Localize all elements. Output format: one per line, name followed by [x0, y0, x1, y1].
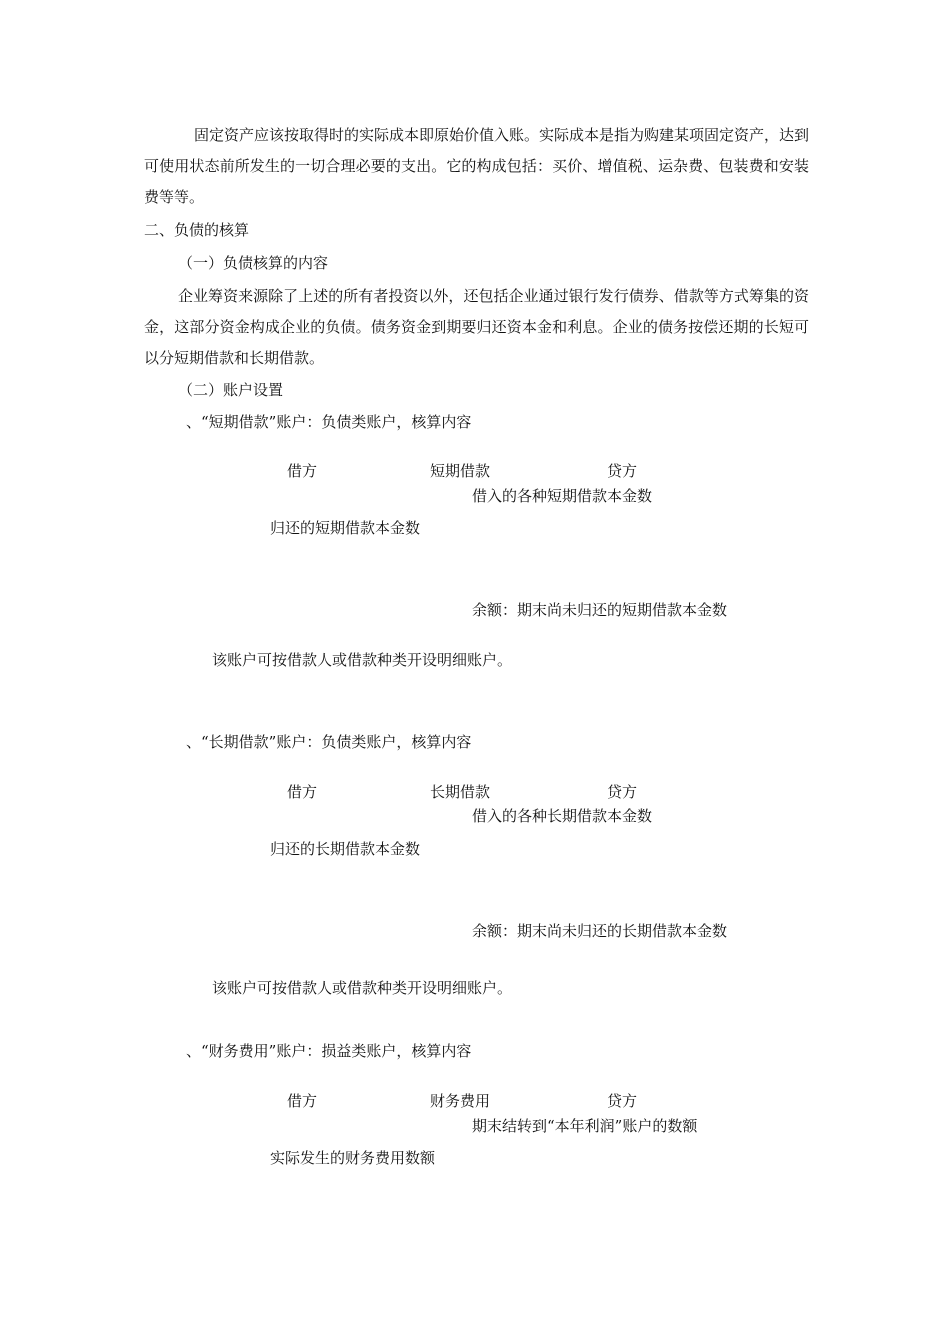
t-account-debit-entry: 实际发生的财务费用数额 [270, 1149, 436, 1167]
t-account-debit-label: 借方 [287, 1092, 318, 1110]
t-account-debit-label: 借方 [287, 462, 318, 480]
t-account-credit-label: 贷方 [607, 1092, 638, 1110]
account-title-financial-expenses: 、“财务费用”账户：损益类账户，核算内容 [186, 1042, 472, 1060]
t-account-debit-entry: 归还的短期借款本金数 [270, 519, 421, 537]
t-account-name: 短期借款 [430, 462, 491, 480]
t-account-balance: 余额：期末尚未归还的长期借款本金数 [472, 922, 728, 940]
t-account-credit-entry: 期末结转到“本年利润”账户的数额 [472, 1117, 698, 1135]
account-title-short-term-loan: 、“短期借款”账户：负债类账户，核算内容 [186, 413, 472, 431]
t-account-name: 长期借款 [430, 783, 491, 801]
intro-paragraph: 固定资产应该按取得时的实际成本即原始价值入账。实际成本是指为购建某项固定资产，达到可使用状态前所发生的一切合理必要的支出。它的构成包括：买价、增值税、运杂费、包装费和安装费等等。 [144, 126, 810, 206]
t-account-credit-entry: 借入的各种长期借款本金数 [472, 807, 653, 825]
subheading-liability-content: （一）负债核算的内容 [178, 254, 329, 272]
t-account-debit-entry: 归还的长期借款本金数 [270, 840, 421, 858]
liability-paragraph: 企业筹资来源除了上述的所有者投资以外，还包括企业通过银行发行债券、借款等方式筹集的资金，这部分资金构成企业的负债。债务资金到期要归还资本金和利息。企业的债务按偿还期的长短可以分短期借款和长期借款。 [144, 287, 809, 367]
t-account-name: 财务费用 [430, 1092, 491, 1110]
account-note: 该账户可按借款人或借款种类开设明细账户。 [212, 979, 513, 997]
account-title-long-term-loan: 、“长期借款”账户：负债类账户，核算内容 [186, 733, 472, 751]
t-account-credit-label: 贷方 [607, 462, 638, 480]
subheading-account-setup: （二）账户设置 [178, 381, 284, 399]
account-note: 该账户可按借款人或借款种类开设明细账户。 [212, 651, 513, 669]
t-account-debit-label: 借方 [287, 783, 318, 801]
t-account-credit-label: 贷方 [607, 783, 638, 801]
t-account-balance: 余额：期末尚未归还的短期借款本金数 [472, 601, 728, 619]
section-heading-liabilities: 二、负债的核算 [144, 221, 250, 239]
t-account-credit-entry: 借入的各种短期借款本金数 [472, 487, 653, 505]
